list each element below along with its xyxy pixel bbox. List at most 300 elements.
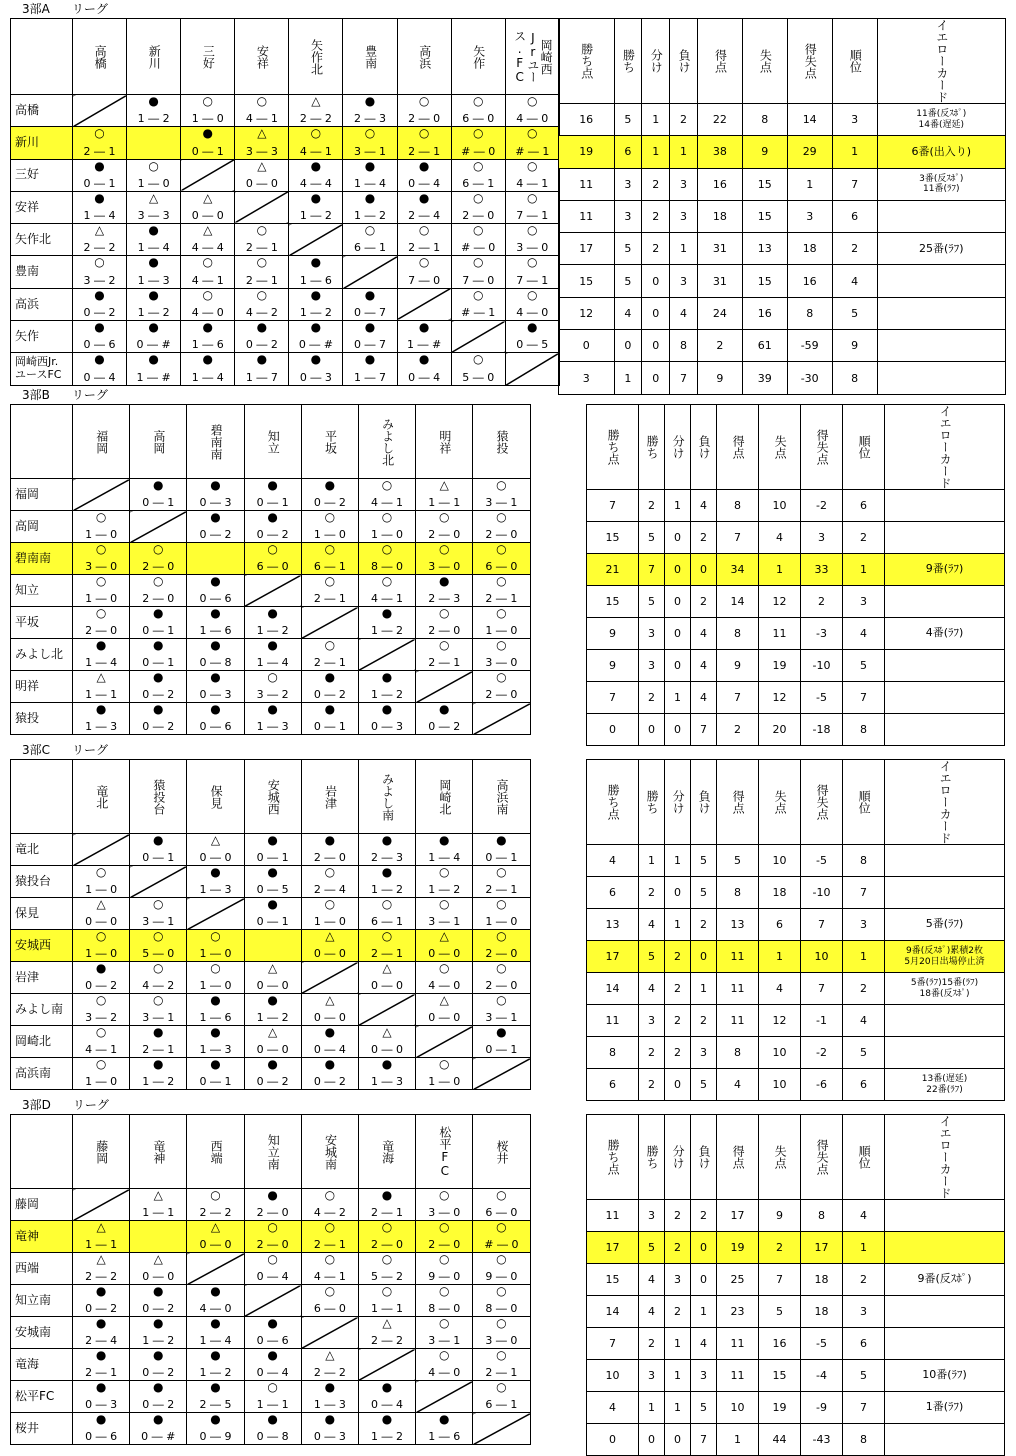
standings-value: 9 — [742, 136, 787, 168]
match-result-cell — [358, 1026, 415, 1058]
standings-header — [614, 19, 642, 104]
score: 4 ― 0 — [516, 306, 549, 320]
standings-header — [691, 760, 717, 845]
standings-header — [885, 760, 1005, 845]
result-mark: ○ — [202, 255, 213, 270]
standings-value: 5 — [717, 845, 759, 877]
standings-header — [639, 405, 665, 490]
result-mark: ● — [153, 1380, 164, 1394]
result-mark: ○ — [496, 670, 507, 684]
match-result-cell — [187, 866, 244, 898]
standings-value: 1 — [639, 1392, 665, 1424]
match-result-cell — [358, 479, 415, 511]
result-mark: ● — [148, 94, 159, 108]
score: 6 ― 1 — [371, 915, 404, 928]
diagonal-cell — [505, 353, 559, 385]
match-result-cell — [416, 1253, 473, 1285]
match-result-cell — [73, 191, 127, 223]
result-mark: ● — [202, 320, 213, 335]
match-result-cell — [130, 994, 187, 1026]
standings-value: 8 — [717, 1037, 759, 1069]
score: 0 ― 1 — [142, 496, 175, 509]
match-result-cell — [505, 159, 559, 191]
standings-value: 11番(反ｽﾎﾟ) 14番(遅延) — [877, 104, 1005, 136]
diagonal-cell — [301, 1317, 358, 1349]
score: 4 ― 4 — [299, 176, 332, 190]
match-result-cell — [187, 1058, 244, 1090]
result-mark: △ — [268, 961, 278, 975]
score: 1 ― 4 — [354, 176, 387, 190]
score: 8 ― 0 — [428, 1302, 461, 1315]
score: 1 ― 1 — [371, 1302, 404, 1315]
match-result-cell — [127, 224, 181, 256]
row-team-name: 竜海 — [11, 1349, 73, 1381]
match-result-cell — [473, 866, 530, 898]
standings-value: 0 — [642, 330, 670, 362]
match-result-cell — [181, 353, 235, 385]
result-mark: △ — [439, 929, 449, 943]
standings-value: 0 — [665, 618, 691, 650]
result-mark: ○ — [496, 1348, 507, 1362]
matrix-row — [11, 1189, 531, 1221]
league-d — [0, 1096, 1016, 1444]
score: 0 ― 4 — [256, 1366, 289, 1379]
score: 0 ― 1 — [313, 720, 346, 733]
matrix-col-header — [473, 405, 530, 479]
result-mark: ○ — [438, 1057, 450, 1071]
result-mark: ● — [148, 288, 159, 302]
standings-value: 11 — [759, 618, 801, 650]
header-label: 順位 — [857, 1145, 872, 1169]
match-result-cell — [301, 575, 358, 607]
result-mark: ○ — [95, 865, 107, 879]
standings-value — [885, 522, 1005, 554]
result-mark: ● — [202, 126, 213, 141]
diagonal-cell — [244, 930, 301, 962]
match-result-cell — [343, 191, 397, 223]
standings-value: 9 — [587, 618, 639, 650]
result-mark: ○ — [153, 929, 164, 943]
standings-value: 9 — [759, 1200, 801, 1232]
score: 0 ― # — [136, 338, 171, 352]
score: 0 ― 0 — [371, 979, 404, 992]
score: 0 ― 1 — [142, 656, 175, 669]
standings-value: 5 — [614, 104, 642, 136]
result-mark: ○ — [472, 159, 484, 173]
matrix-row — [11, 511, 531, 543]
match-result-cell — [473, 1381, 530, 1413]
score: 1 ― 3 — [371, 1075, 404, 1088]
standings-value: 1 — [665, 1360, 691, 1392]
match-result-cell — [473, 1253, 530, 1285]
standings-value: 4 — [587, 845, 639, 877]
standings-value — [885, 1005, 1005, 1037]
result-mark: ● — [381, 670, 393, 684]
score: 0 ― 1 — [256, 915, 289, 928]
result-mark: ○ — [381, 929, 393, 943]
standings-value: 2 — [665, 1037, 691, 1069]
score: 1 ― 6 — [199, 1011, 232, 1024]
standings-value: 4 — [691, 490, 717, 522]
standings-value: 13番(遅延) 22番(ﾗﾌ) — [885, 1069, 1005, 1101]
standings-value: 14 — [717, 586, 759, 618]
result-mark: ○ — [418, 126, 430, 141]
standings-value: 1 — [843, 554, 885, 586]
score: 0 ― 0 — [313, 1011, 346, 1024]
standings-value: 2 — [642, 233, 670, 265]
result-mark: ○ — [496, 638, 507, 652]
score: 0 ― 3 — [199, 688, 232, 701]
standings-value: 12 — [558, 297, 614, 329]
result-mark: ● — [324, 670, 336, 684]
standings-value: 24 — [697, 297, 742, 329]
score: 1 ― 6 — [199, 624, 232, 637]
standings-value: 2 — [691, 522, 717, 554]
standings-value: 1 — [639, 845, 665, 877]
score: 0 ― 3 — [299, 370, 332, 384]
match-result-cell — [473, 575, 530, 607]
result-mark: ○ — [95, 993, 107, 1007]
score: 0 ― 6 — [256, 1334, 289, 1347]
match-result-cell — [244, 1349, 301, 1381]
result-mark: ○ — [153, 542, 164, 556]
score: 4 ― 1 — [85, 1043, 118, 1056]
match-result-cell — [187, 1317, 244, 1349]
header-label: イエローカード — [938, 1115, 953, 1199]
standings-value: 1 — [665, 1392, 691, 1424]
result-mark: ● — [267, 897, 278, 911]
standings-value: 1 — [759, 941, 801, 973]
score: 1 ― 1 — [428, 496, 461, 509]
match-result-cell — [181, 191, 235, 223]
result-mark: ○ — [381, 1220, 393, 1234]
score: 8 ― 0 — [485, 1302, 518, 1315]
standings-row — [587, 554, 1005, 586]
result-mark: ● — [153, 1316, 164, 1330]
standings-value: -59 — [787, 330, 832, 362]
standings-value: 25番(ﾗﾌ) — [877, 233, 1005, 265]
score: 1 ― 0 — [485, 915, 518, 928]
result-mark: △ — [149, 191, 159, 205]
score: 1 ― 2 — [371, 1430, 404, 1443]
result-mark: ● — [210, 638, 221, 652]
match-result-cell — [127, 159, 181, 191]
league-division: 3部A — [22, 2, 50, 16]
row-team-name: みよし南 — [11, 994, 73, 1026]
match-result-cell — [73, 543, 130, 575]
match-result-cell — [130, 607, 187, 639]
score: 0 ― 1 — [191, 144, 224, 158]
team-name: 高浜南 — [495, 778, 509, 815]
result-mark: ○ — [496, 542, 507, 556]
standings-value: 4 — [759, 522, 801, 554]
standings-value: 21 — [587, 554, 639, 586]
standings-value: 29 — [787, 136, 832, 168]
standings-value: 16 — [558, 104, 614, 136]
match-result-cell — [416, 1317, 473, 1349]
row-team-name: 福岡 — [11, 479, 73, 511]
score: 0 ― 2 — [85, 1302, 118, 1315]
standings-value: 6 — [759, 909, 801, 941]
row-team-name: 猿投 — [11, 703, 73, 735]
match-result-cell — [451, 95, 505, 127]
result-mark: ○ — [324, 1220, 336, 1234]
standings-value: 11 — [587, 1200, 639, 1232]
score: 2 ― 1 — [428, 656, 461, 669]
team-name: 竜神 — [151, 1139, 166, 1164]
standings-value: -5 — [801, 682, 843, 714]
match-result-cell — [451, 256, 505, 288]
score: 1 ― 3 — [137, 273, 170, 287]
score: # ― 1 — [461, 306, 496, 320]
standings-value: 17 — [801, 1232, 843, 1264]
result-mark: ○ — [381, 542, 393, 556]
result-mark: △ — [203, 223, 213, 238]
diagonal-cell — [235, 191, 289, 223]
standings-value: 15 — [558, 265, 614, 297]
result-mark: ● — [94, 288, 105, 302]
match-result-cell — [187, 511, 244, 543]
match-result-cell — [416, 834, 473, 866]
match-result-cell — [473, 607, 530, 639]
standings-header — [843, 405, 885, 490]
score: 0 ― 5 — [256, 883, 289, 896]
standings-header — [642, 19, 670, 104]
standings-value: 5 — [691, 1069, 717, 1101]
row-team-name: 矢作 — [11, 321, 73, 353]
score: 2 ― 0 — [485, 528, 518, 541]
score: 0 ― 2 — [245, 338, 278, 352]
result-mark: ○ — [438, 897, 450, 911]
match-result-cell — [181, 288, 235, 320]
standings-value: 1番(ﾗﾌ) — [885, 1392, 1005, 1424]
score: 1 ― 1 — [142, 1206, 175, 1219]
score: 3 ― 2 — [256, 688, 289, 701]
standings-value: 3 — [614, 168, 642, 200]
result-mark: ○ — [496, 1316, 507, 1330]
score: 2 ― 0 — [485, 979, 518, 992]
standings-value: 7 — [691, 714, 717, 746]
match-result-cell — [473, 1349, 530, 1381]
match-result-cell — [301, 898, 358, 930]
score: 5 ― 0 — [462, 370, 495, 384]
match-result-cell — [451, 353, 505, 385]
matrix-row — [11, 159, 560, 191]
standings-value: 2 — [691, 909, 717, 941]
score: 2 ― 5 — [199, 1398, 232, 1411]
matrix-row — [11, 994, 531, 1026]
match-result-cell — [505, 256, 559, 288]
match-result-cell — [358, 1253, 415, 1285]
standings-value: -6 — [801, 1069, 843, 1101]
score: 4 ― 1 — [313, 1270, 346, 1283]
result-mark: ○ — [527, 94, 538, 108]
score: 1 ― 1 — [85, 1238, 118, 1251]
score: 0 ― 2 — [142, 720, 175, 733]
score: 2 ― 0 — [428, 624, 461, 637]
match-result-cell — [235, 127, 289, 159]
score: 9 ― 0 — [485, 1270, 518, 1283]
score: 8 ― 0 — [371, 560, 404, 573]
score: 2 ― 0 — [485, 688, 518, 701]
score: 2 ― 0 — [85, 624, 118, 637]
result-mark: △ — [153, 1252, 163, 1266]
standings-value: 7 — [843, 877, 885, 909]
standings-value: 2 — [665, 1232, 691, 1264]
standings-value: 10番(ﾗﾌ) — [885, 1360, 1005, 1392]
match-result-cell — [505, 191, 559, 223]
result-mark: ● — [210, 478, 221, 492]
row-team-name: みよし北 — [11, 639, 73, 671]
header-label: イエローカード — [938, 760, 953, 844]
standings-value: 11 — [717, 1005, 759, 1037]
standings-value — [885, 1037, 1005, 1069]
result-mark: ● — [153, 1412, 164, 1426]
standings-value: 0 — [665, 522, 691, 554]
standings-value: 2 — [691, 1005, 717, 1037]
score: 3 ― 0 — [485, 656, 518, 669]
result-mark: ● — [148, 352, 159, 367]
standings-value: 10 — [801, 941, 843, 973]
result-mark: ● — [381, 1380, 393, 1394]
standings-value: 3 — [843, 909, 885, 941]
match-result-cell — [301, 639, 358, 671]
standings-value: 1 — [691, 1296, 717, 1328]
standings-row — [587, 490, 1005, 522]
result-mark: ○ — [267, 1220, 278, 1234]
match-result-cell — [473, 511, 530, 543]
match-result-cell — [301, 1285, 358, 1317]
standings-row — [558, 265, 1005, 297]
standings-value: 1 — [787, 168, 832, 200]
standings-row — [587, 1360, 1005, 1392]
match-result-cell — [244, 543, 301, 575]
score: 2 ― 1 — [408, 241, 441, 255]
result-mark: ● — [210, 1348, 221, 1362]
row-team-name: 知立南 — [11, 1285, 73, 1317]
standings-value: 11 — [558, 200, 614, 232]
standings-value: 2 — [639, 877, 665, 909]
match-result-cell — [130, 1381, 187, 1413]
standings-header — [801, 760, 843, 845]
result-mark: ○ — [438, 1252, 450, 1266]
score: 3 ― 0 — [428, 560, 461, 573]
diagonal-cell — [127, 127, 181, 159]
standings-header — [717, 405, 759, 490]
standings-table — [586, 1114, 1005, 1456]
score: 1 ― 2 — [428, 883, 461, 896]
header-label: イエローカード — [934, 19, 949, 103]
result-mark: ○ — [95, 542, 107, 556]
match-result-cell — [416, 866, 473, 898]
result-mark: ○ — [324, 510, 336, 524]
result-mark: △ — [96, 1252, 106, 1266]
match-result-cell — [244, 1317, 301, 1349]
score: 1 ― 2 — [299, 209, 332, 223]
result-mark: ● — [381, 833, 393, 847]
result-mark: ○ — [153, 574, 164, 588]
standings-header — [832, 19, 877, 104]
score: # ― 1 — [515, 144, 550, 158]
score: 1 ― 4 — [428, 851, 461, 864]
match-result-cell — [244, 639, 301, 671]
standings-value: 5 — [614, 265, 642, 297]
standings-value: 7 — [639, 554, 665, 586]
result-mark: ○ — [438, 638, 450, 652]
result-mark: ● — [267, 606, 278, 620]
score: 6 ― 1 — [462, 176, 495, 190]
standings-value: 8 — [587, 1037, 639, 1069]
result-mark: ● — [94, 352, 105, 367]
score: 1 ― 2 — [256, 624, 289, 637]
team-name: 安城南 — [323, 1133, 338, 1170]
standings-row — [587, 941, 1005, 973]
result-mark: ● — [153, 1025, 164, 1039]
result-mark: ○ — [496, 606, 507, 620]
match-result-cell — [289, 353, 343, 385]
matrix-row — [11, 1058, 531, 1090]
match-result-cell — [130, 671, 187, 703]
standings-header — [587, 405, 639, 490]
matrix-row — [11, 543, 531, 575]
standings-value: 19 — [759, 650, 801, 682]
score: 1 ― 2 — [137, 112, 170, 126]
score: # ― 0 — [461, 241, 496, 255]
standings-value: 33 — [801, 554, 843, 586]
match-result-cell — [130, 543, 187, 575]
result-mark: ● — [94, 159, 105, 173]
match-result-cell — [73, 1058, 130, 1090]
match-result-cell — [73, 703, 130, 735]
result-mark: ● — [153, 478, 164, 492]
team-name: 高浜 — [417, 44, 432, 69]
match-result-cell — [301, 1189, 358, 1221]
score: 4 ― 1 — [245, 112, 278, 126]
result-mark: ● — [210, 865, 221, 879]
team-name: 豊南 — [363, 44, 378, 69]
team-name: 矢作 — [471, 44, 486, 69]
result-mark: ● — [267, 1316, 278, 1330]
team-name: 松平FC — [437, 1125, 452, 1178]
header-label: 負け — [697, 1145, 712, 1169]
standings-value: 0 — [665, 554, 691, 586]
score: 4 ― 2 — [142, 979, 175, 992]
standings-row — [587, 1264, 1005, 1296]
match-result-cell — [244, 1026, 301, 1058]
score: 1 ― 0 — [191, 112, 224, 126]
result-mark: ○ — [256, 94, 268, 108]
match-result-cell — [73, 671, 130, 703]
standings-value: 2 — [639, 1069, 665, 1101]
result-mark: ○ — [153, 897, 164, 911]
matrix-row — [11, 607, 531, 639]
score: 2 ― 1 — [245, 241, 278, 255]
standings-value: 4番(ﾗﾌ) — [885, 618, 1005, 650]
header-label: 失点 — [773, 1145, 788, 1169]
score: 4 ― 0 — [516, 112, 549, 126]
diagonal-cell — [358, 994, 415, 1026]
score: 0 ― 3 — [199, 496, 232, 509]
standings-value: 31 — [697, 233, 742, 265]
score: 2 ― 0 — [371, 1238, 404, 1251]
league-b — [0, 386, 1016, 734]
matrix-col-header — [73, 1115, 130, 1189]
standings-row — [587, 909, 1005, 941]
match-result-cell — [301, 1253, 358, 1285]
result-mark: ○ — [496, 993, 507, 1007]
score: 1 ― 0 — [313, 528, 346, 541]
header-label: 得点 — [731, 1145, 746, 1169]
